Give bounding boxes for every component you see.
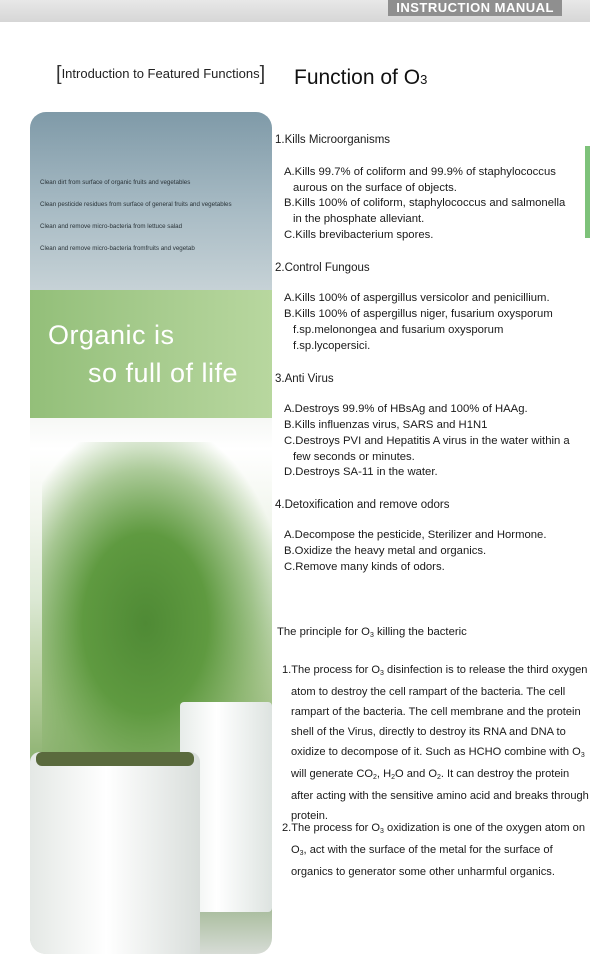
page-title	[294, 66, 427, 90]
panel-feature-list	[40, 172, 265, 260]
header-title: INSTRUCTION MANUAL	[388, 0, 562, 16]
list-item: D.Destroys SA-11 in the water.	[284, 466, 438, 478]
front-flower-pot-image	[30, 752, 200, 954]
principle-paragraph-1: 1.The process for $O_3$ disinfection is to release the third oxygen atom to destroy the cell rampart of the bacteria. The cell rampart of the bacteria. The cell membrane and the protein shell of the Virus, directly to destroy its RNA and DNA to oxidize to decompose of it. Such as HCHO combine with $O_3$ will generate $CO_2$, $H_2O$ and $O_2$. It can destroy the protein after acting with the sensitive amino acid and breaks through protein.	[282, 664, 589, 822]
panel-feature-item: Clean pesticide residues from surface of general fruits and vegetables	[40, 201, 232, 208]
list-item: A.Decompose the pesticide, Sterilizer and Hormone.	[284, 529, 547, 541]
list-item: C.Kills brevibacterium spores.	[284, 229, 434, 241]
section-title-kills-microorganisms: 1.Kills Microorganisms	[275, 134, 391, 146]
pot-soil-image	[36, 752, 194, 766]
list-item: A.Kills 99.7% of coliform and 99.9% of staphylococcus aurous on the surface of objects.	[284, 166, 556, 194]
panel-feature-item: Clean dirt from surface of organic fruits and vegetables	[40, 179, 191, 186]
left-bracket-icon: [	[56, 63, 62, 85]
slogan-band	[30, 290, 272, 418]
panel-feature-item: Clean and remove micro-bacteria fromfruits and vegetab	[40, 245, 195, 252]
list-item: A.Kills 100% of aspergillus versicolor and penicillium.	[284, 292, 550, 304]
photo-panel	[30, 112, 272, 954]
green-edge-tab	[585, 146, 590, 238]
intro-label-text: Introduction to Featured Functions	[61, 66, 260, 81]
principle-paragraph-2: 2.The process for $O_3$ oxidization is one of the oxygen atom on $O_3$, act with the surface of the metal for the surface of organics to generator some other unharmful organics.	[282, 822, 586, 878]
list-item: B.Oxidize the heavy metal and organics.	[284, 545, 487, 557]
principle-title: The principle for $O_3$ killing the bacteric	[277, 626, 467, 639]
right-bracket-icon: ]	[259, 63, 266, 85]
intro-label	[56, 63, 265, 86]
section-title-detoxification: 4.Detoxification and remove odors	[275, 499, 450, 511]
slogan-line-2: so full of life	[88, 358, 239, 388]
slogan-line-1: Organic is	[48, 320, 175, 350]
page-title-subscript: 3	[420, 72, 428, 87]
section-title-anti-virus: 3.Anti Virus	[275, 373, 334, 385]
list-item: C.Remove many kinds of odors.	[284, 561, 445, 573]
list-item: B.Kills 100% of coliform, staphylococcus and salmonella in the phosphate alleviant.	[284, 197, 566, 225]
list-item: C.Destroys PVI and Hepatitis A virus in the water within a few seconds or minutes.	[284, 435, 570, 463]
list-item: B.Kills 100% of aspergillus niger, fusarium oxysporum f.sp.melonongea and fusarium oxysporum f.sp.lycopersici.	[284, 308, 553, 352]
page-title-main: Function of O	[294, 66, 421, 89]
panel-feature-item: Clean and remove micro-bacteria from lettuce salad	[40, 223, 183, 230]
list-item: A.Destroys 99.9% of HBsAg and 100% of HAAg.	[284, 403, 528, 415]
section-title-control-fungous: 2.Control Fungous	[275, 262, 370, 274]
list-item: B.Kills influenzas virus, SARS and H1N1	[284, 419, 488, 431]
